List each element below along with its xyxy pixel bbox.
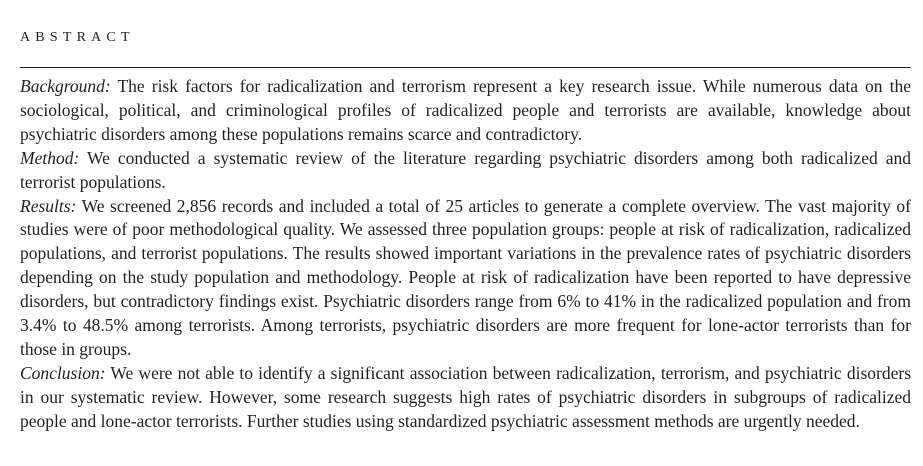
conclusion-text: We were not able to identify a significant association between radicalization, terrorism, and psychiatric disorders in our systematic review. However, some research suggests high rates of psychiatric disorders in subgroups of radicalized people and lone-actor terrorists. Further studies using standardized psychiatric assessment methods are urgently needed. <box>20 362 911 431</box>
abstract-body <box>20 75 911 434</box>
method-paragraph <box>20 147 911 195</box>
background-label: Background: <box>20 76 111 96</box>
background-text: The risk factors for radicalization and terrorism represent a key research issue. While numerous data on the sociological, political, and criminological profiles of radicalized people and terrorists are available, knowledge about psychiatric disorders among these populations remains scarce and contradictory. <box>20 76 911 144</box>
conclusion-label: Conclusion: <box>20 362 106 383</box>
conclusion-paragraph <box>20 362 911 434</box>
method-label: Method: <box>20 147 80 168</box>
results-paragraph <box>20 195 911 362</box>
results-text: We screened 2,856 records and included a total of 25 articles to generate a complete overview. The vast majority of studies were of poor methodological quality. We assessed three population groups: people at risk of radicalization, radicalized populations, and terrorist populations. The results showed important variations in the prevalence rates of psychiatric disorders depending on the study population and methodology. People at risk of radicalization have been reported to have depressive disorders, but contradictory findings exist. Psychiatric disorders range from 6% to 41% in the radicalized population and from 3.4% to 48.5% among terrorists. Among terrorists, psychiatric disorders are more frequent for lone-actor terrorists than for those in groups. <box>20 195 911 359</box>
method-text: We conducted a systematic review of the literature regarding psychiatric disorders among both radicalized and terrorist populations. <box>20 147 911 192</box>
heading-divider <box>20 67 911 68</box>
background-paragraph <box>20 75 911 147</box>
abstract-heading: ABSTRACT <box>20 30 135 45</box>
results-label: Results: <box>20 195 77 216</box>
